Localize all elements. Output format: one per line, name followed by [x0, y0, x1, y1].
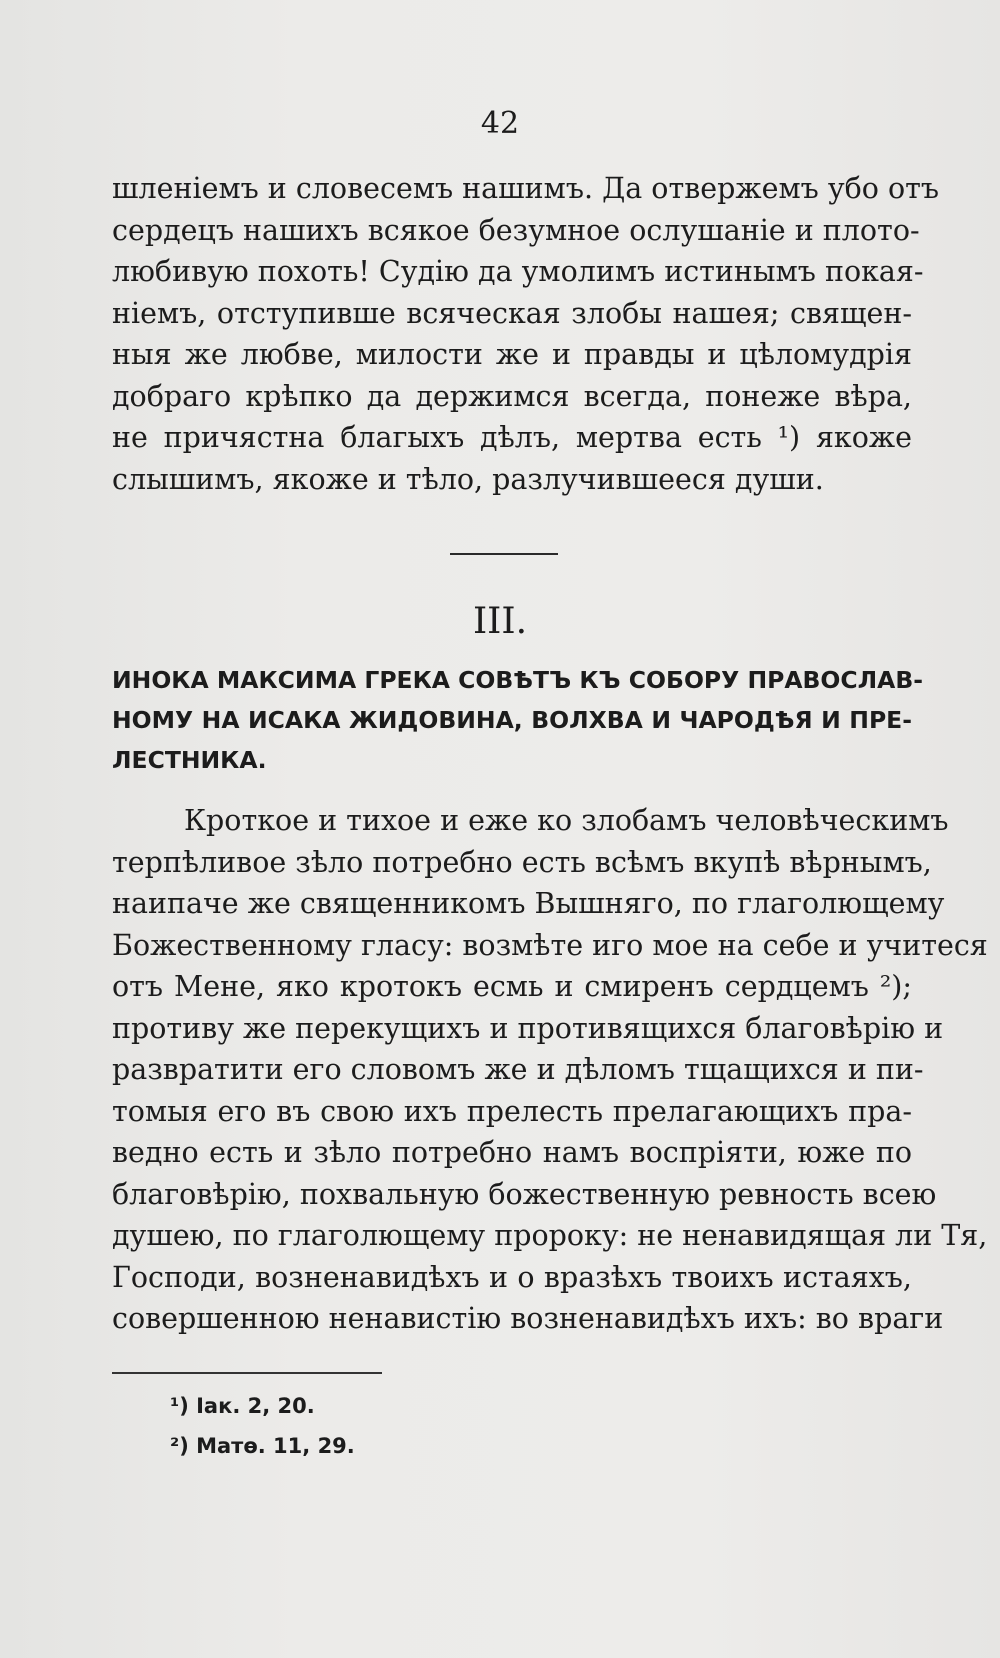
- section-number: III.: [472, 601, 528, 642]
- text-line: ведно есть и зѣло потребно намъ воспріяти, юже по: [112, 1136, 912, 1169]
- text-line: противу же перекущихъ и противящихся благовѣрію и: [112, 1011, 944, 1045]
- heading-line: ЛЕСТНИКА.: [112, 746, 267, 774]
- text-line: добраго крѣпко да держимся всегда, понеже вѣра,: [112, 379, 912, 413]
- text-line: слышимъ, якоже и тѣло, разлучившееся души.: [112, 462, 824, 496]
- section-divider: [450, 553, 558, 555]
- text-line: не причястна благыхъ дѣлъ, мертва есть ¹) якоже: [112, 421, 912, 454]
- page-number: 42: [480, 106, 520, 141]
- text-line: томыя его въ свою ихъ прелесть прелагающихъ пра-: [112, 1094, 912, 1128]
- text-line: шленіемъ и словесемъ нашимъ. Да отвержемъ убо отъ: [112, 172, 940, 205]
- section-heading: [112, 660, 924, 780]
- text-line: ніемъ, отступивше всяческая злобы нашея; священ-: [112, 296, 912, 330]
- text-line: любивую похоть! Судію да умолимъ истинымъ покая-: [112, 255, 924, 288]
- text-line: развратити его словомъ же и дѣломъ тщащихся и пи-: [112, 1053, 924, 1086]
- footnotes: [170, 1386, 355, 1466]
- footnote-separator: [112, 1372, 382, 1374]
- text-line: душею, по глаголющему пророку: не ненавидящая ли Тя,: [112, 1219, 988, 1252]
- heading-line: ИНОКА МАКСИМА ГРЕКА СОВѢТЪ КЪ СОБОРУ ПРАВОСЛАВ-: [112, 666, 924, 694]
- text-line: отъ Мене, яко кротокъ есмь и смиренъ сердцемъ ²);: [112, 970, 912, 1003]
- text-line: Кроткое и тихое и еже ко злобамъ человѣческимъ: [184, 804, 949, 837]
- text-line: Господи, возненавидѣхъ и о вразѣхъ твоихъ истаяхъ,: [112, 1260, 912, 1294]
- paragraph-top: [112, 168, 940, 500]
- text-line: наипаче же священникомъ Вышняго, по глаголющему: [112, 887, 945, 920]
- text-line: сердецъ нашихъ всякое безумное ослушаніе и плото-: [112, 213, 920, 247]
- text-line: благовѣрію, похвальную божественную ревность всею: [112, 1177, 937, 1211]
- footnote: ²) Матѳ. 11, 29.: [170, 1434, 355, 1458]
- heading-line: НОМУ НА ИСАКА ЖИДОВИНА, ВОЛХВА И ЧАРОДѢЯ И ПРЕ-: [112, 706, 912, 734]
- text-line: Божественному гласу: возмѣте иго мое на себе и учитеся: [112, 928, 988, 962]
- text-line: совершенною ненавистію возненавидѣхъ ихъ: во враги: [112, 1302, 944, 1335]
- text-line: терпѣливое зѣло потребно есть всѣмъ вкупѣ вѣрнымъ,: [112, 845, 932, 879]
- footnote: ¹) Іак. 2, 20.: [170, 1394, 315, 1418]
- text-line: ныя же любве, милости же и правды и цѣломудрія: [112, 338, 912, 371]
- paragraph-main: [112, 800, 988, 1340]
